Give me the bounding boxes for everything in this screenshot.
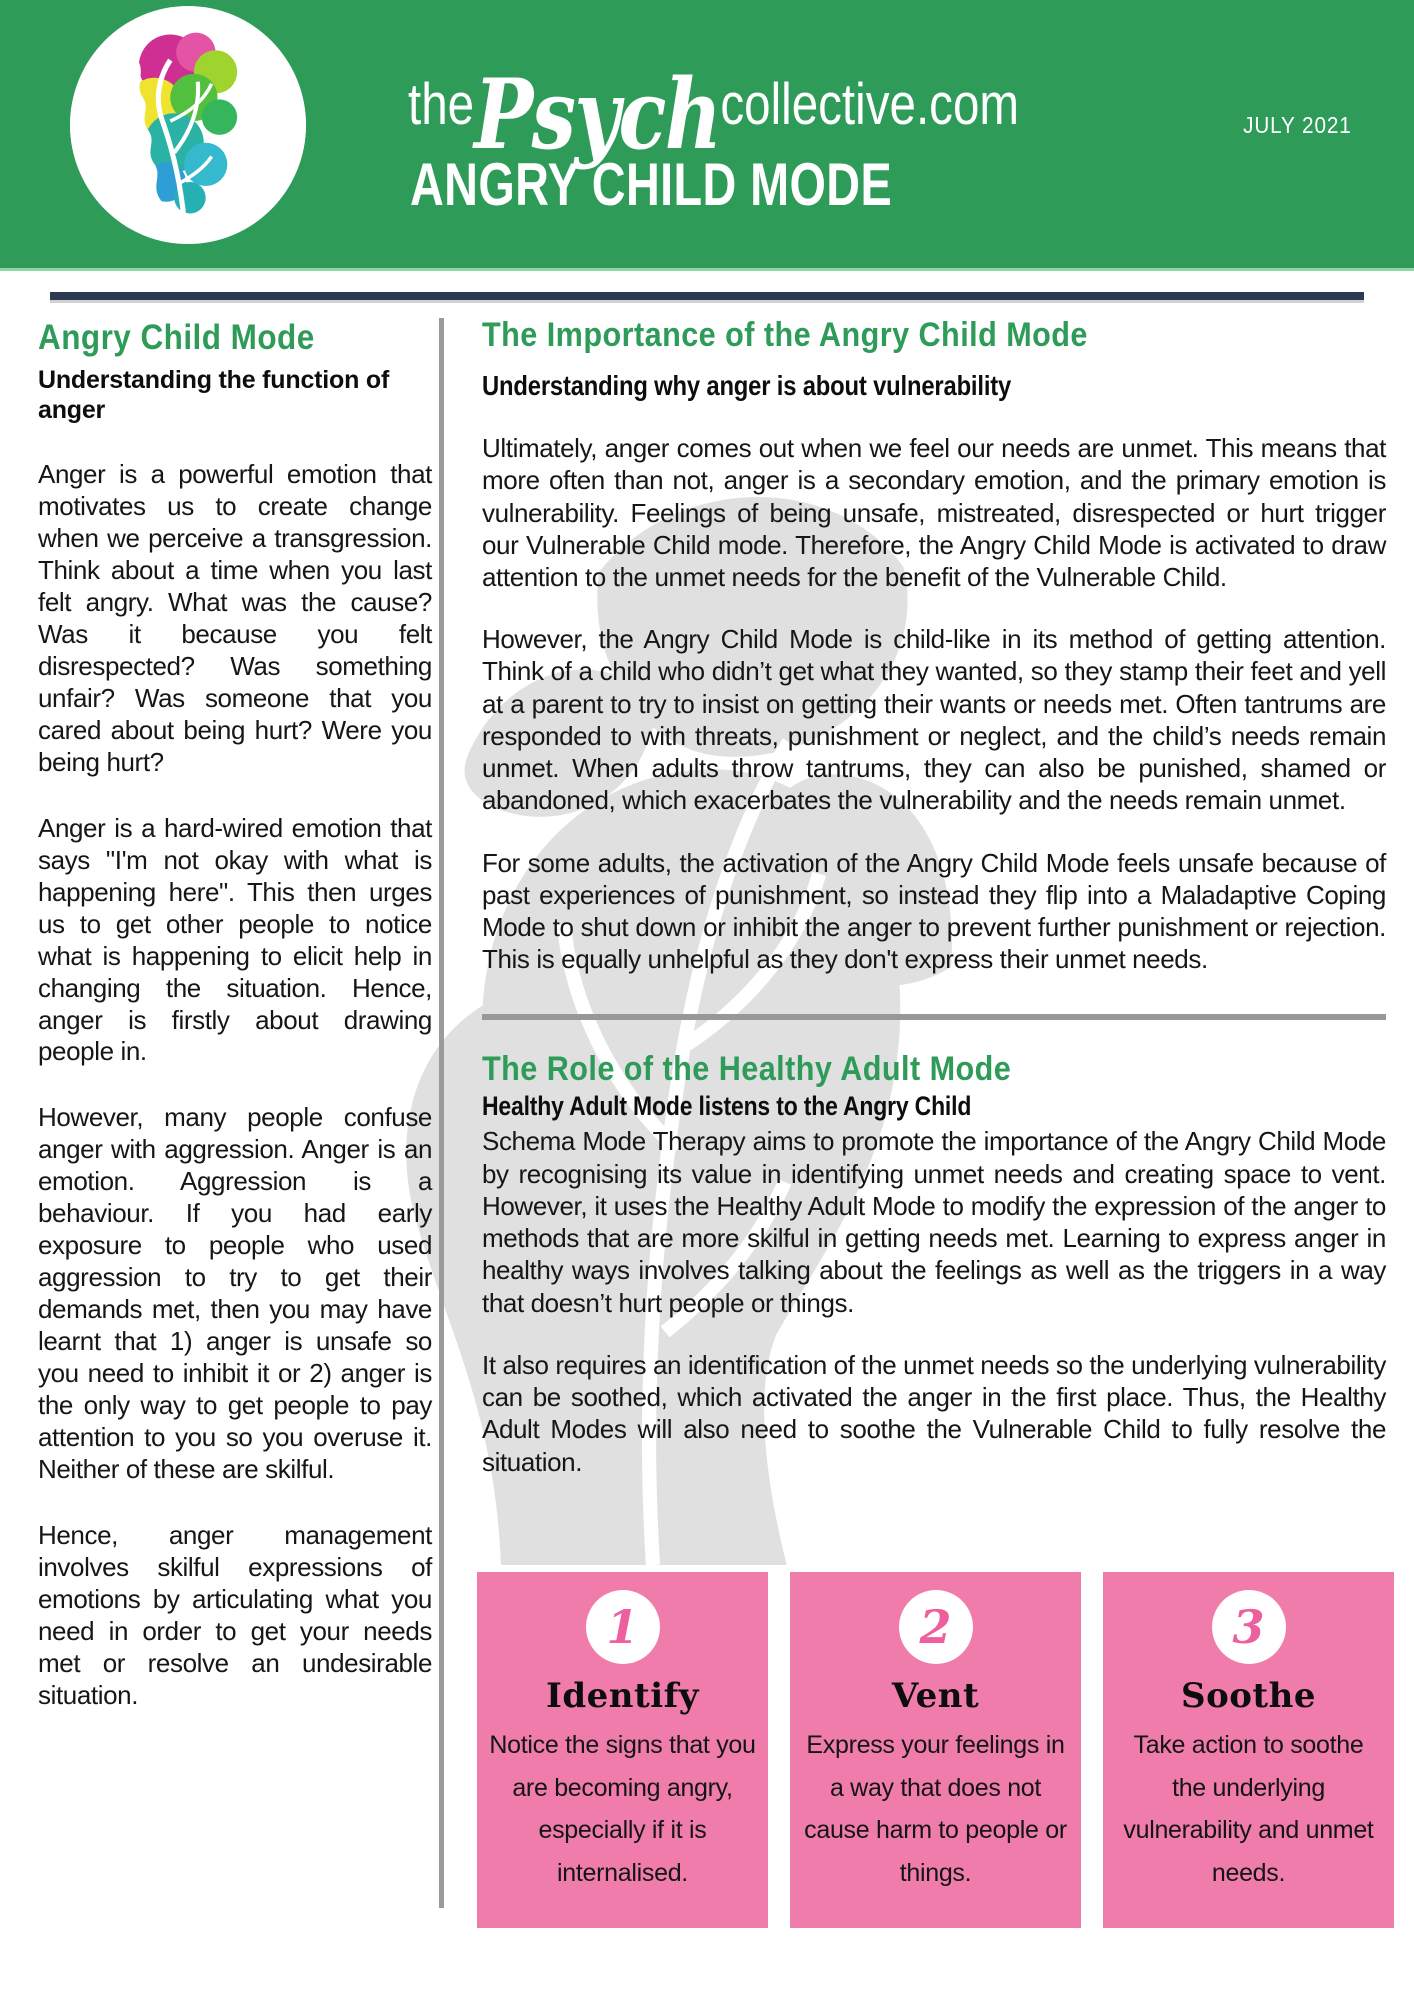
section2-subheading: Healthy Adult Mode listens to the Angry Child <box>482 1090 972 1121</box>
step-number-badge <box>586 1590 660 1664</box>
step-number: 3 <box>1232 1600 1265 1654</box>
masthead <box>0 0 1414 271</box>
document-title: ANGRY CHILD MODE <box>410 151 893 218</box>
step-number-badge <box>1212 1590 1286 1664</box>
step-card-soothe <box>1103 1572 1394 1928</box>
brain-tree-logo-icon <box>70 6 306 244</box>
section1-paragraph: However, the Angry Child Mode is child-like in its method of getting attention. Think of a child who didn’t get what they wanted, so they stamp their feet and yell at a parent to try to insist on getting their wants or needs met. Often tantrums are responded to with threats, punishment or neglect, and the child’s needs remain unmet. When adults throw tantrums, they can also be punished, shamed or abandoned, which exacerbates the vulnerability and the needs remain unmet. <box>482 624 1386 816</box>
step-title: Identify <box>545 1676 700 1716</box>
section-divider <box>482 1014 1386 1020</box>
main-column <box>482 316 1386 1478</box>
brand-the: the <box>408 72 475 137</box>
left-paragraph: Hence, anger management involves skilful expressions of emotions by articulating what you need in order to get your needs met or resolve an undesirable situation. <box>38 1520 432 1710</box>
section1-paragraph: Ultimately, anger comes out when we feel our needs are unmet. This means that more often than not, anger is a secondary emotion, and the primary emotion is vulnerability. Feelings of being unsafe, mistreated, disrespected or hurt trigger our Vulnerable Child mode. Therefore, the Angry Child Mode is activated to draw attention to the unmet needs for the benefit of the Vulnerable Child. <box>482 433 1386 592</box>
section1-subheading: Understanding why anger is about vulnerability <box>482 370 1012 401</box>
section2-paragraph: Schema Mode Therapy aims to promote the importance of the Angry Child Mode by recognising its value in identifying unmet needs and creating space to vent. However, it uses the Healthy Adult Mode to modify the expression of the anger to methods that are more skilful in getting needs met. Learning to express anger in healthy ways involves talking about the feelings as well as the triggers in a way that doesn’t hurt people or things. <box>482 1126 1386 1318</box>
left-subheading: Understanding the function of anger <box>38 366 390 424</box>
step-card-vent <box>790 1572 1081 1928</box>
steps-row <box>477 1572 1394 1928</box>
section2-paragraph: It also requires an identification of the unmet needs so the underlying vulnerability can be soothed, which activated the anger in the first place. Thus, the Healthy Adult Modes will also need to soothe the Vulnerable Child to fully resolve the situation. <box>482 1349 1387 1477</box>
left-paragraph: Anger is a powerful emotion that motivates us to create change when we perceive a transgression. Think about a time when you last felt angry. What was the cause? Was it because you felt disrespected? Was something unfair? Was someone that you cared about being hurt? Were you being hurt? <box>38 459 432 777</box>
step-title: Vent <box>891 1676 980 1716</box>
step-number: 2 <box>919 1600 952 1654</box>
section1-paragraph: For some adults, the activation of the Angry Child Mode feels unsafe because of past experiences of punishment, so instead they flip into a Maladaptive Coping Mode to shut down or inhibit the anger to prevent further punishment or rejection. This is equally unhelpful as they don't express their unmet needs. <box>482 847 1386 975</box>
brand-psych: Psych <box>474 58 721 171</box>
left-paragraph: Anger is a hard-wired emotion that says "I'm not okay with what is happening here". This then urges us to get other people to notice what is happening to elicit help in changing the situation. Hence, anger is firstly about drawing people in. <box>38 812 432 1067</box>
left-heading: Angry Child Mode <box>38 318 315 357</box>
left-column <box>38 318 432 1712</box>
section1-heading: The Importance of the Angry Child Mode <box>482 316 1088 354</box>
logo <box>70 6 306 244</box>
step-card-identify <box>477 1572 768 1928</box>
section2-heading: The Role of the Healthy Adult Mode <box>482 1049 1012 1088</box>
step-description: Express your feelings in a way that does not cause harm to people or things. <box>804 1731 1067 1887</box>
column-divider <box>439 318 444 1908</box>
step-number: 1 <box>606 1600 639 1654</box>
step-number-badge <box>899 1590 973 1664</box>
issue-date: JULY 2021 <box>1243 112 1352 138</box>
step-description: Take action to soothe the underlying vulnerability and unmet needs. <box>1123 1731 1374 1887</box>
step-description: Notice the signs that you are becoming angry, especially if it is internalised. <box>489 1731 756 1887</box>
header-divider <box>50 292 1364 300</box>
site-title <box>408 52 1020 171</box>
left-paragraph: However, many people confuse anger with aggression. Anger is an emotion. Aggression is a behaviour. If you had early exposure to people who used aggression to try to get their demands met, then you may have learnt that 1) anger is unsafe so you need to inhibit it or 2) anger is the only way to get people to pay attention to you so you overuse it. Neither of these are skilful. <box>38 1102 432 1485</box>
step-title: Soothe <box>1181 1676 1316 1716</box>
brand-collective: collective.com <box>720 72 1020 137</box>
